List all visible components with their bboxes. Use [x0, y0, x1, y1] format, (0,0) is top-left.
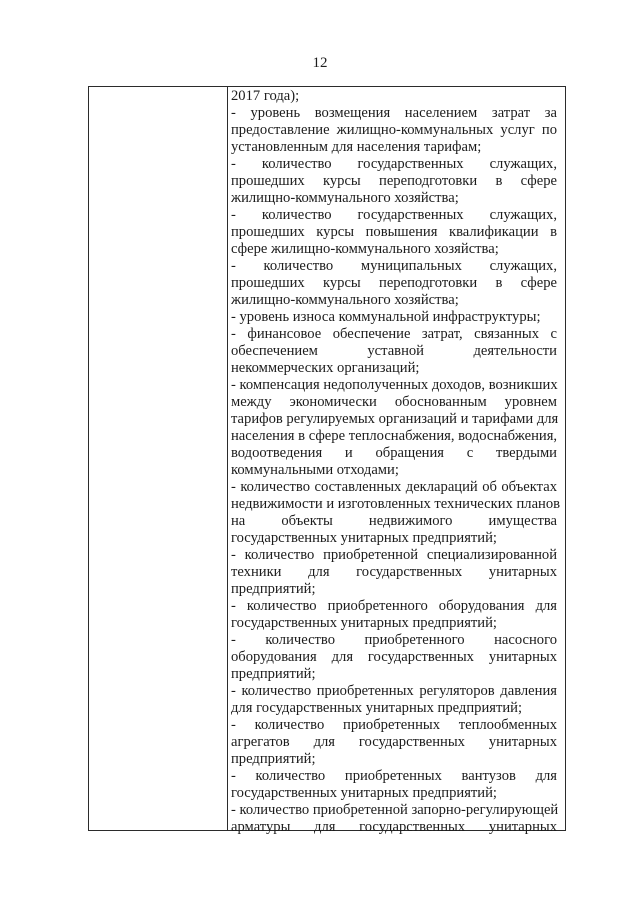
document-table	[88, 86, 566, 835]
text-line: - количество приобретенных теплообменных	[231, 717, 557, 733]
text-line: предприятий;	[231, 751, 316, 767]
text-line: - уровень износа коммунальной инфраструктуры;	[231, 309, 541, 325]
text-line: агрегатов для государственных унитарных	[231, 734, 557, 750]
text-line: государственных унитарных предприятий;	[231, 615, 497, 631]
text-line: предоставление жилищно-коммунальных услуг по	[231, 122, 557, 138]
text-line: - компенсация недополученных доходов, возникших	[231, 377, 558, 393]
text-line: прошедших курсы переподготовки в сфере	[231, 275, 557, 291]
text-line: - количество государственных служащих,	[231, 156, 557, 172]
text-line: - количество приобретенных регуляторов давления	[231, 683, 557, 699]
table-left-cell	[89, 87, 227, 830]
text-line: - количество государственных служащих,	[231, 207, 557, 223]
text-line: предприятий;	[231, 666, 316, 682]
text-line: - количество муниципальных служащих,	[231, 258, 557, 274]
text-line: населения в сфере теплоснабжения, водоснабжения,	[231, 428, 558, 444]
text-line: жилищно-коммунального хозяйства;	[231, 190, 459, 206]
text-line: оборудования для государственных унитарных	[231, 649, 557, 665]
text-line: - количество приобретенной запорно-регулирующей	[231, 802, 559, 818]
column-divider	[227, 87, 228, 830]
text-line: 2017 года);	[231, 88, 300, 104]
text-line: арматуры для государственных унитарных	[231, 819, 557, 835]
text-line: недвижимости и изготовленных технических планов	[231, 496, 561, 512]
text-line: - финансовое обеспечение затрат, связанных с	[231, 326, 557, 342]
text-line: - уровень возмещения населением затрат за	[231, 105, 557, 121]
text-line: водоотведения и обращения с твердыми	[231, 445, 557, 461]
text-line: некоммерческих организаций;	[231, 360, 420, 376]
text-line: - количество составленных деклараций об объектах	[231, 479, 557, 495]
text-line: государственных унитарных предприятий;	[231, 785, 497, 801]
text-line: между экономически обоснованным уровнем	[231, 394, 557, 410]
text-line: для государственных унитарных предприятий;	[231, 700, 523, 716]
text-line: прошедших курсы повышения квалификации в	[231, 224, 557, 240]
table-right-cell	[231, 88, 561, 836]
text-line: тарифов регулируемых организаций и тарифами для	[231, 411, 559, 427]
text-line: - количество приобретенного оборудования для	[231, 598, 557, 614]
text-line: - количество приобретенной специализированной	[231, 547, 557, 563]
text-line: обеспечением уставной деятельности	[231, 343, 557, 359]
text-line: государственных унитарных предприятий;	[231, 530, 497, 546]
text-line: жилищно-коммунального хозяйства;	[231, 292, 459, 308]
text-line: техники для государственных унитарных	[231, 564, 557, 580]
text-line: установленным для населения тарифам;	[231, 139, 482, 155]
text-line: - количество приобретенных вантузов для	[231, 768, 557, 784]
page-number: 12	[312, 55, 328, 71]
text-line: прошедших курсы переподготовки в сфере	[231, 173, 557, 189]
text-line: предприятий;	[231, 581, 316, 597]
text-line: коммунальными отходами;	[231, 462, 399, 478]
text-line: сфере жилищно-коммунального хозяйства;	[231, 241, 499, 257]
text-line: - количество приобретенного насосного	[231, 632, 557, 648]
text-line: на объекты недвижимого имущества	[231, 513, 557, 529]
